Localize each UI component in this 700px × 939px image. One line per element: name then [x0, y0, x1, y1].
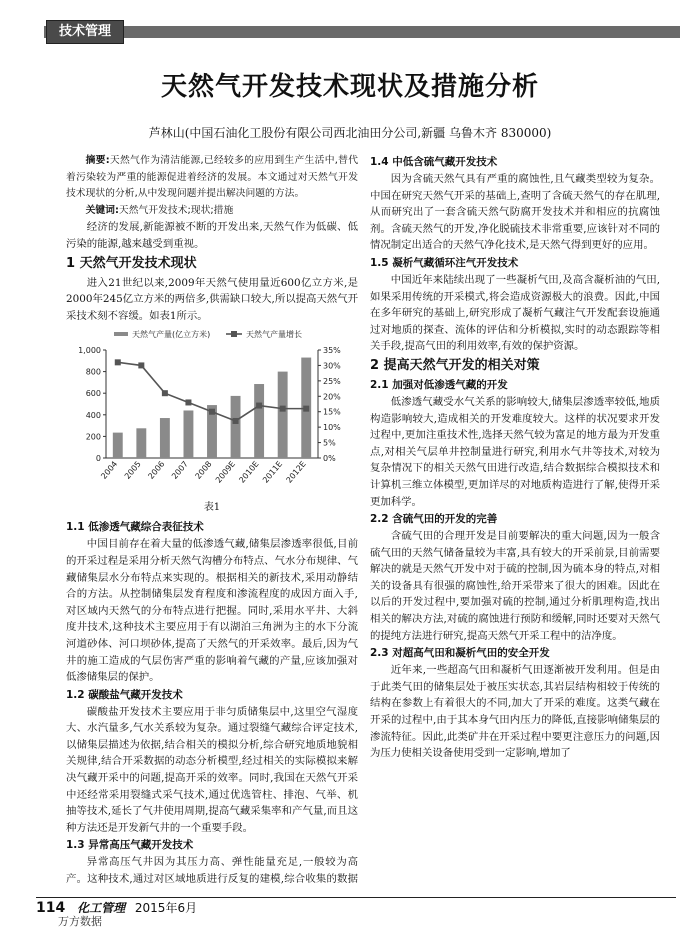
section-2-2-paragraph: 含硫气田的合理开发是目前要解决的重大问题,因为一般含硫气田的天然气储备量较为丰富,具有较大的开采前景,目前需要解决的就是天然气开发中对于硫的控制,因为硫本身的特点,对相关的设备具有很强的腐蚀性,给开采带来了很大的困难。因此在以后的开发过程中,要加强对硫的控制,通过分析肌理构造,找出相关的解决方法,对硫的腐蚀进行预防和缓解,同时还要对天然气的提纯方法进行研究,提高天然气开采工程中的洁净度。 [370, 530, 660, 642]
section-1-3-heading: 1.3 异常高压气藏开发技术 [66, 839, 194, 852]
right-tick-label: 20% [323, 392, 341, 402]
section-2-2-heading: 2.2 含硫气田的开发的完善 [370, 513, 498, 526]
growth-point [209, 409, 215, 415]
abstract-text: 天然气作为清洁能源,已经较多的应用到生产生活中,替代着污染较为严重的能源促进着经济的发展。本文通过对天然气开发技术现状的分析,从中发现问题并提出解决问题的方法。 [66, 155, 359, 200]
right-tick-label: 35% [323, 346, 341, 356]
legend-line-label: 天然气产量增长 [246, 330, 302, 340]
section-2-3-heading: 2.3 对超高气田和凝析气田的安全开发 [370, 647, 550, 660]
watermark: 万方数据 [58, 915, 102, 928]
author-line: 芦林山(中国石油化工股份有限公司西北油田分公司,新疆 乌鲁木齐 830000) [148, 126, 552, 140]
legend-bar-label: 天然气产量(亿立方米) [132, 330, 211, 340]
section-2-1-heading: 2.1 加强对低渗透气藏的开发 [370, 378, 508, 391]
abstract-label: 摘要: [85, 155, 110, 166]
section-2-heading: 2 提高天然气开发的相关对策 [370, 357, 540, 373]
chart-caption: 表1 [203, 502, 221, 514]
right-tick-label: 30% [323, 361, 341, 371]
section-1-5-heading: 1.5 凝析气藏循环注气开发技术 [370, 256, 519, 269]
x-tick-label: 2010E [237, 459, 261, 486]
section-1-1-heading: 1.1 低渗透气藏综合表征技术 [66, 521, 204, 534]
section-2-3-paragraph: 近年来,一些超高气田和凝析气田逐渐被开发利用。但是由于此类气田的储集层处于被压实状态,其岩层结构相较于传统的结构在参数上有着很大的不同,加大了开采的难度。这类气藏在开采的过程中,由于其本身气田内压力的降低,直接影响储集层的渗流特征。因此,此类矿井在开采过程中要更注意压力的问题,因为压力使相关设备使用受到一定影响,增加了 [370, 664, 660, 760]
left-tick-label: 200 [85, 432, 101, 442]
right-column [370, 153, 660, 762]
x-tick-label: 2012E [284, 459, 308, 486]
legend-line-marker [231, 331, 237, 337]
section-1-2-paragraph: 碳酸盐开发技术主要应用于非匀质储集层中,这里空气湿度大、水汽量多,气水关系较为复杂。通过裂缝气藏综合评定技术,以储集层描述为依据,结合相关的模拟分析,综合研究地质地貌相关规律,结合开采数据的动态分析模型,经过相关的实际模拟来解决气藏开采中的问题,提高开采的效率。同时,我国在天然气开采中还经常采用裂缝式采气技术,通过优选管柱、排泡、气举、机抽等技术,延长了气井使用周期,提高气藏采集率和产气量,而且这种方法还是开发新气井的一个重要手段。 [66, 705, 358, 834]
section-1-1-paragraph: 中国目前存在着大量的低渗透气藏,储集层渗透率很低,目前的开采过程是采用分析天然气沟槽分布特点、气水分布规律、气藏储集层水分布特点来实现的。根据相关的新技术,采用动静结合的方法。从控制储集层发育程度和渗流程度的成因方面入手,对区域内天然气的分布特点进行把握。同时,采用水平井、大斜度井技术,这种技术主要应用于有以湖泊三角洲为主的水下分流河道砂体、河口坝砂体,提高了天然气的开采效率。最后,因为气井的施工造成的气层伤害严重的影响着气藏的产量,应该加强对低渗储集层的保护。 [66, 538, 358, 684]
left-column [66, 153, 358, 888]
growth-point [303, 406, 309, 412]
section-2-1-paragraph: 低渗透气藏受水气关系的影响较大,储集层渗透率较低,地质构造影响较大,造成相关的开发难度较大。这样的状况要求开发过程中,更加注重技术性,选择天然气较为富足的地方最为开发重点,对相关气层单井控制量进行研究,利用水气井等技术,对较为复杂情况下的相关天然气田进行改造,结合数据综合模拟技术和计算机三维立体模型,更加详尽的对地质构造进行了解,使得开采更加科学。 [370, 395, 660, 508]
growth-point [138, 363, 144, 369]
intro-paragraph: 经济的发展,新能源被不断的开发出来,天然气作为低碳、低污染的能源,越来越受到重视。 [66, 221, 358, 250]
right-tick-label: 25% [323, 377, 341, 387]
page-number: 114 [36, 900, 66, 916]
journal-name: 化工管理 [77, 901, 126, 915]
section-1-4-paragraph: 因为含硫天然气具有严重的腐蚀性,且气藏类型较为复杂。中国在研究天然气开采的基础上,查明了含硫天然气的存在肌理,从而研究出了一套含硫天然气防腐开发技术并和相应的抗腐蚀剂。含硫天然气的开发,净化脱硫技术非常重要,应该针对不同的情况制定出适合的天然气净化技术,是天然气得到更好的应用。 [370, 173, 660, 252]
x-tick-label: 2008 [193, 459, 214, 482]
keywords-text: 天然气开发技术;现状;措施 [118, 204, 234, 216]
keywords-label: 关键词: [85, 204, 119, 216]
production-chart [66, 326, 358, 501]
section-1-5-paragraph: 中国近年来陆续出现了一些凝析气田,及高含凝析油的气田,如果采用传统的开采模式,将会造成资源极大的浪费。因此,中国在多年研究的基础上,研究形成了凝析气藏注气开发配套设施通过对地质的探查、流体的评估和分析模拟,实时的动态跟踪等相关手段,提高气田的利用效率,有效的保护资源。 [370, 273, 660, 353]
bar [278, 372, 288, 458]
bar [160, 418, 170, 458]
keywords [66, 203, 358, 220]
right-tick-label: 15% [323, 408, 341, 418]
left-tick-label: 0 [95, 454, 101, 464]
left-tick-label: 1,000 [78, 346, 101, 356]
section-1-heading: 1 天然气开发技术现状 [66, 255, 197, 271]
growth-point [162, 391, 168, 397]
growth-point [115, 360, 121, 366]
left-tick-label: 600 [85, 389, 101, 399]
x-tick-label: 2004 [99, 459, 120, 482]
bar [254, 384, 264, 458]
right-tick-label: 10% [323, 423, 341, 433]
issue-date: 2015年6月 [134, 901, 198, 915]
growth-point [185, 400, 191, 406]
section-1-paragraph: 进入21世纪以来,2009年天然气使用量近600亿立方米,是2000年245亿立方米的两倍多,供需缺口较大,所以提高天然气开采技术刻不容缓。如表1所示。 [66, 276, 358, 322]
bar [231, 396, 241, 458]
x-tick-label: 2005 [122, 459, 143, 482]
left-tick-label: 400 [85, 411, 101, 421]
section-1-2-heading: 1.2 碳酸盐气藏开发技术 [66, 688, 183, 701]
growth-point [280, 406, 286, 412]
growth-point [233, 418, 239, 424]
header-banner [44, 26, 680, 38]
x-tick-label: 2011E [260, 459, 285, 486]
x-tick-label: 2009E [213, 459, 238, 486]
abstract [66, 153, 358, 203]
section-1-4-heading: 1.4 中低含硫气藏开发技术 [370, 156, 498, 168]
x-tick-label: 2006 [146, 459, 167, 482]
right-tick-label: 5% [323, 438, 336, 448]
article-title: 天然气开发技术现状及措施分析 [160, 72, 539, 102]
x-tick-label: 2007 [169, 459, 190, 482]
right-tick-label: 0% [323, 454, 336, 464]
bar [113, 433, 123, 458]
chart-svg [66, 326, 358, 501]
bar [136, 429, 146, 459]
section-1-3-paragraph: 异常高压气井因为其压力高、弹性能量充足,一般较为高产。这种技术,通过对区域地质进行反复的建模,综合收集的数据 [66, 856, 358, 886]
growth-point [256, 403, 262, 409]
left-tick-label: 800 [85, 367, 101, 377]
bar [183, 411, 193, 459]
section-tag: 技术管理 [46, 20, 124, 44]
